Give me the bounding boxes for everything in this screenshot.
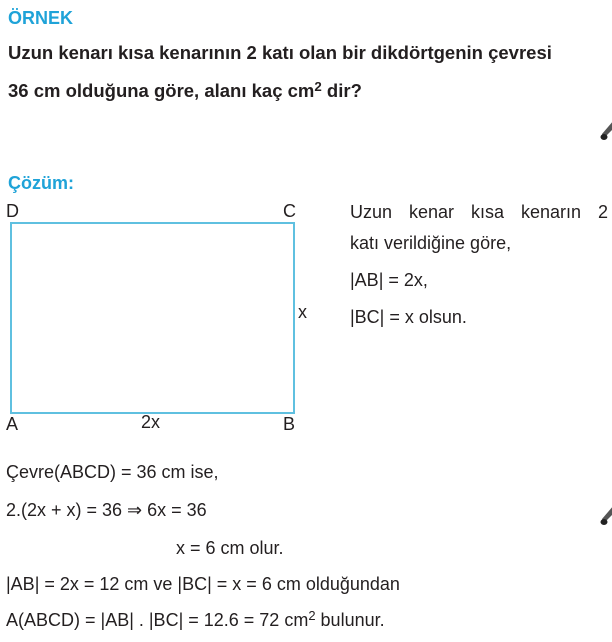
vertex-d-label: D <box>6 201 19 221</box>
question-superscript: 2 <box>314 79 322 95</box>
question-text: 36 cm olduğuna göre, alanı kaç cm <box>8 80 315 101</box>
step-5-text: A(ABCD) = |AB| . |BC| = 12.6 = 72 cm <box>6 610 309 630</box>
pencil-icon <box>600 505 612 527</box>
question-line-2 <box>8 80 362 102</box>
explanation-line-1: Uzun kenar kısa kenarın 2 <box>350 202 608 222</box>
step-5-text-end: bulunur. <box>315 610 385 630</box>
step-5-superscript: 2 <box>308 608 316 624</box>
example-title: ÖRNEK <box>8 8 74 28</box>
rectangle-abcd <box>10 222 295 414</box>
pencil-icon <box>600 120 612 142</box>
vertex-c-label: C <box>283 201 296 221</box>
explanation-line-4: |BC| = x olsun. <box>350 307 467 327</box>
step-4: |AB| = 2x = 12 cm ve |BC| = x = 6 cm olduğundan <box>6 574 400 594</box>
step-2: 2.(2x + x) = 36 ⇒ 6x = 36 <box>6 500 207 520</box>
question-line-1: Uzun kenarı kısa kenarının 2 katı olan bir dikdörtgenin çevresi <box>8 42 552 63</box>
explanation-line-2: katı verildiğine göre, <box>350 233 512 253</box>
side-ab-label: 2x <box>141 412 161 432</box>
vertex-b-label: B <box>283 414 296 434</box>
step-1: Çevre(ABCD) = 36 cm ise, <box>6 462 219 482</box>
step-3: x = 6 cm olur. <box>176 538 284 558</box>
vertex-a-label: A <box>6 414 19 434</box>
question-text-end: dir? <box>321 80 362 101</box>
explanation-line-3: |AB| = 2x, <box>350 270 428 290</box>
side-bc-label: x <box>298 302 307 322</box>
step-5 <box>6 610 385 631</box>
solution-title: Çözüm: <box>8 173 74 193</box>
